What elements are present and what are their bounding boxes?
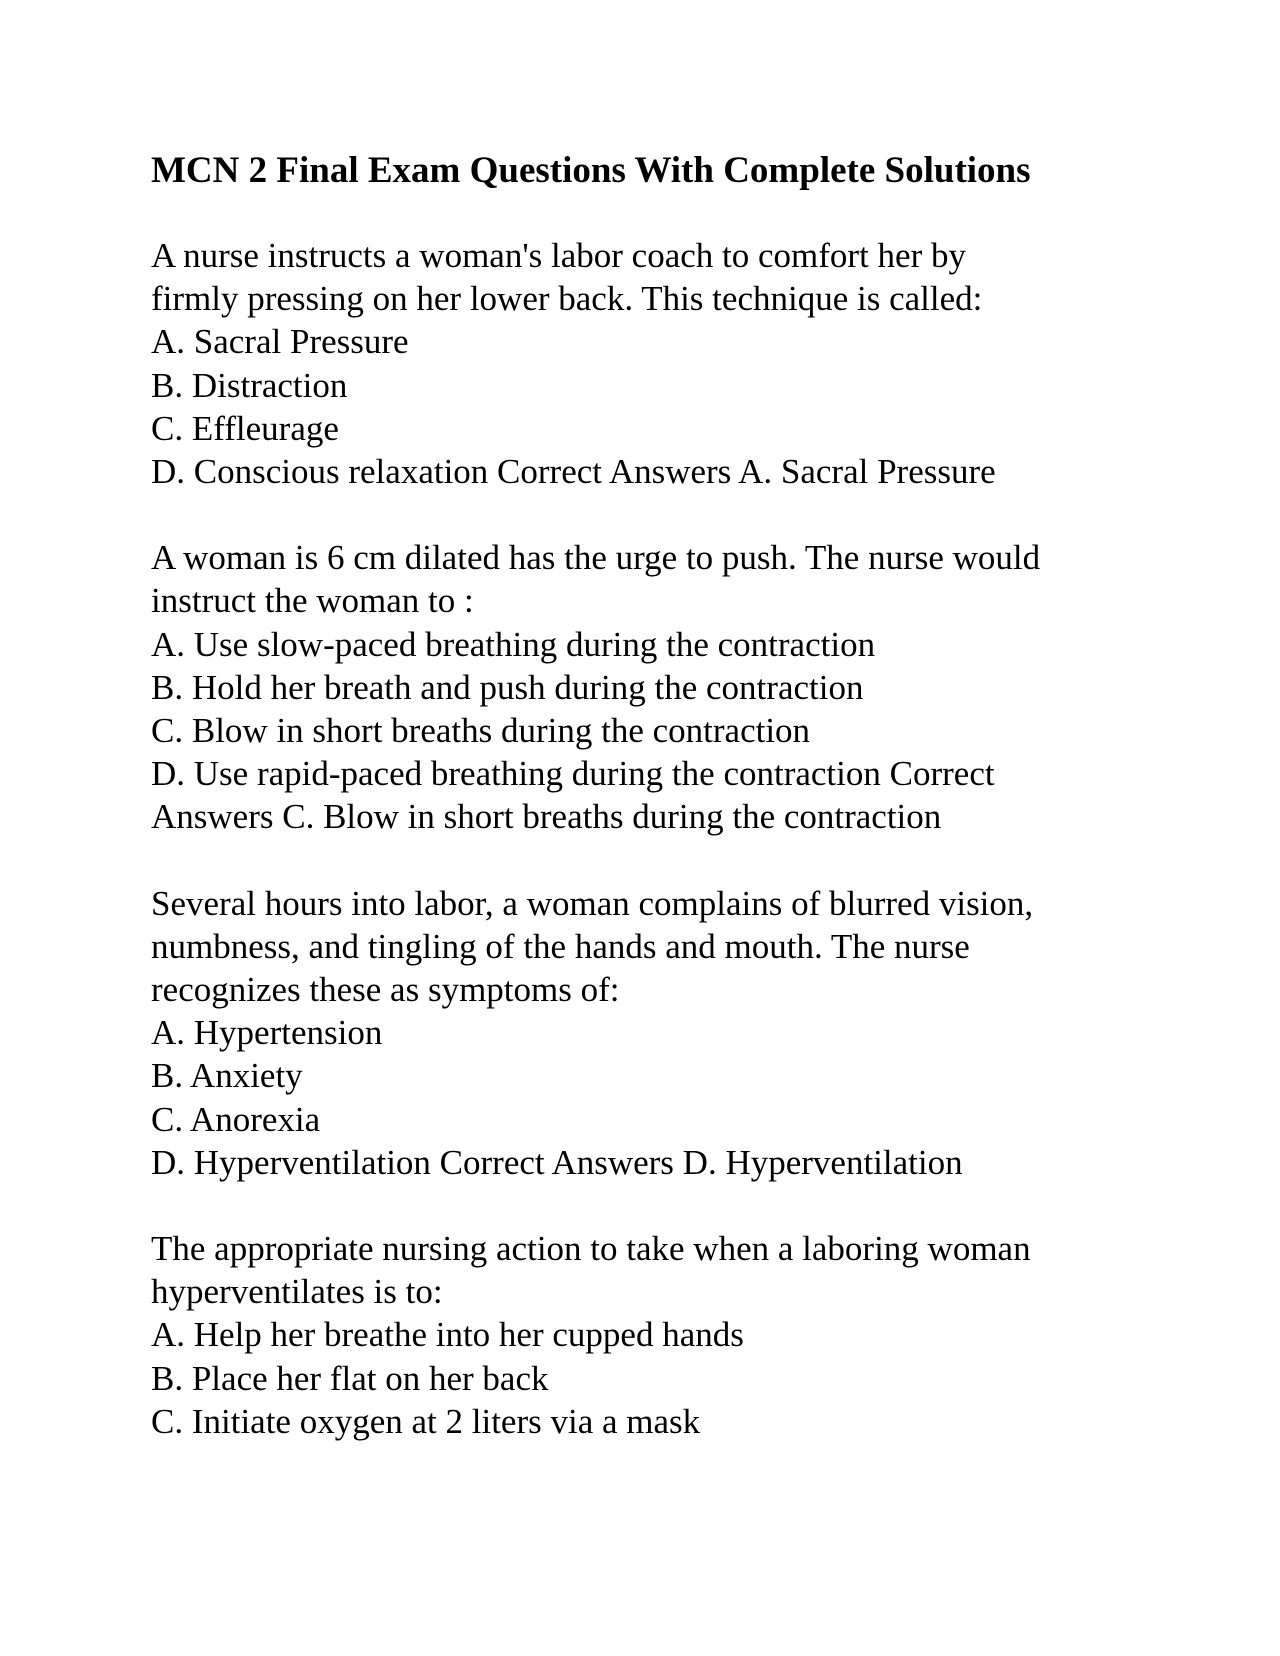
question-2-stem-line-1: A woman is 6 cm dilated has the urge to push. The nurse would [151,538,1041,578]
question-1-option-b: B. Distraction [151,365,348,405]
page-title: MCN 2 Final Exam Questions With Complete Solutions [151,150,1031,191]
question-2-stem-line-2: instruct the woman to : [151,581,474,621]
question-3 [151,882,1151,1184]
question-2-option-b: B. Hold her breath and push during the contraction [151,667,864,707]
question-3-option-b: B. Anxiety [151,1056,303,1096]
question-2 [151,536,1151,838]
question-4-stem-line-1: The appropriate nursing action to take when a laboring woman [151,1229,1031,1269]
question-4 [151,1227,1151,1443]
question-2-option-a: A. Use slow-paced breathing during the contraction [151,624,876,664]
question-3-option-d-and-answer: D. Hyperventilation Correct Answers D. Hyperventilation [151,1142,963,1182]
question-3-stem-line-3: recognizes these as symptoms of: [151,970,620,1010]
question-1-stem-line-1: A nurse instructs a woman's labor coach to comfort her by [151,236,966,275]
question-3-stem-line-1: Several hours into labor, a woman complains of blurred vision, [151,883,1034,923]
question-4-stem-line-2: hyperventilates is to: [151,1272,443,1312]
question-1-option-d-and-answer: D. Conscious relaxation Correct Answers A. Sacral Pressure [151,452,996,492]
question-4-option-a: A. Help her breathe into her cupped hands [151,1315,744,1355]
question-2-option-c: C. Blow in short breaths during the contraction [151,711,811,751]
question-1-option-a: A. Sacral Pressure [151,322,409,362]
question-3-option-c: C. Anorexia [151,1099,321,1139]
question-3-option-a: A. Hypertension [151,1013,383,1053]
question-4-option-c: C. Initiate oxygen at 2 liters via a mask [151,1401,701,1441]
question-3-stem-line-2: numbness, and tingling of the hands and mouth. The nurse [151,926,970,966]
question-2-answer: Answers C. Blow in short breaths during the contraction [151,797,942,837]
question-1-option-c: C. Effleurage [151,408,339,448]
page-content [151,148,1151,1443]
question-4-option-b: B. Place her flat on her back [151,1358,549,1398]
question-2-option-d: D. Use rapid-paced breathing during the contraction Correct [151,754,995,794]
question-1 [151,234,1151,493]
question-1-stem-line-2: firmly pressing on her lower back. This technique is called: [151,279,983,319]
